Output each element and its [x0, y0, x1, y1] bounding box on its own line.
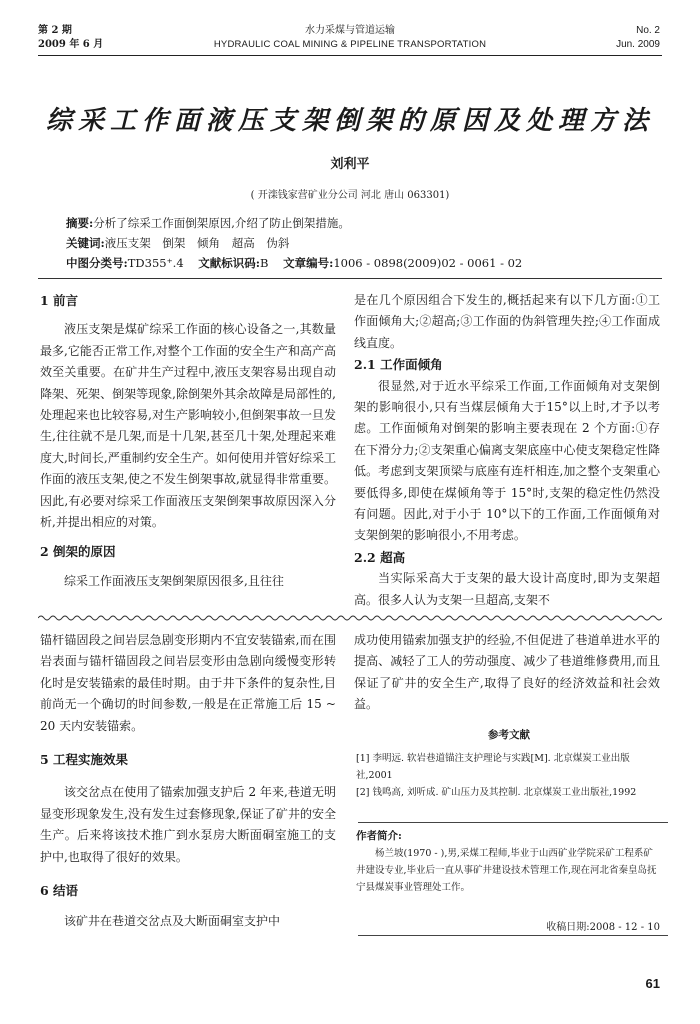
header-issue-block: [38, 24, 103, 52]
received-date: 收稿日期:2008 - 12 - 10: [546, 922, 660, 933]
doc-code-value: B: [260, 256, 269, 270]
section-heading-1: 1 前言: [40, 293, 79, 308]
abstract-text: 分析了综采工作面倒架原因,介绍了防止倒架措施。: [93, 216, 350, 230]
section-heading-2: 2 倒架的原因: [40, 544, 116, 560]
header-journal-en: HYDRAULIC COAL MINING & PIPELINE TRANSPORTATION: [213, 39, 487, 50]
class-value: TD355⁺.4: [127, 256, 184, 270]
classification-line: [66, 253, 646, 273]
header-rule: [38, 55, 662, 56]
keywords-text: 液压支架 倒架 倾角 超高 伪斜: [104, 236, 290, 250]
header-journal-cn: 水力采煤与管道运输: [305, 25, 395, 36]
causes-continued-paragraph: 是在几个原因组合下发生的,概括起来有以下几方面:①工作面倾角大;②超高;③工作面的伪斜管理失控;④工作面成线直度。: [354, 293, 660, 350]
author-bio-title: 作者简介:: [356, 830, 402, 842]
subsection-heading-2-1: 2.1 工作面倾角: [354, 357, 443, 373]
article-divider: [38, 614, 662, 622]
header-date: 2009 年 6 月: [38, 39, 104, 50]
author-bio-rule: [358, 822, 668, 823]
subsection-heading-2-2: 2.2 超高: [354, 549, 406, 565]
class-label: 中图分类号:: [66, 256, 128, 270]
section-heading-6: 6 结语: [40, 883, 79, 899]
reference-item: [2] 钱鸣高, 刘听成. 矿山压力及其控制. 北京煤炭工业出版社,1992: [356, 787, 637, 798]
abstract-rule: [38, 278, 662, 279]
keywords-label: 关键词:: [66, 236, 105, 250]
article-id-label: 文章编号:: [283, 256, 334, 270]
header-issue: 第 2 期: [38, 25, 72, 36]
author-bio-text: 杨兰坡(1970 - ),男,采煤工程师,毕业于山西矿业学院采矿工程系矿井建设专业,毕业后一直从事矿井建设技术管理工作,现在河北省秦皇岛抚宁县煤炭事业管理处工作。: [356, 848, 657, 893]
article-id-value: 1006 - 0898(2009)02 - 0061 - 02: [333, 256, 523, 270]
lower-right-column: [354, 630, 660, 716]
author-bio-section: [356, 828, 662, 896]
upper-right-column: [354, 290, 660, 611]
header-month: Jun. 2009: [616, 39, 660, 50]
anchor-timing-paragraph: 锚杆锚固段之间岩层急剧变形期内不宜安装锚索,而在围岩表面与锚杆锚固段之间岩层变形由急剧向缓慢变形转化时是安装锚索的最佳时期。由于井下条件的复杂性,目前尚无一个确切的时间参数,一般是在正常施工后 15 ~ 20 天内安装锚索。: [40, 633, 336, 733]
upper-left-column: [40, 290, 336, 592]
article-author: 刘利平: [330, 157, 370, 172]
references-section: [356, 727, 662, 801]
incline-paragraph: 很显然,对于近水平综采工作面,工作面倾角对支架倒架的影响很小,只有当煤层倾角大于15°以上时,才予以考虑。工作面倾角对倒架的影响主要表现在 2 个方面:①存在下滑分力;②支架重心偏离支架底座中心使支架稳定性降低。考虑到支架顶梁与底座有连杆相连,加之整个支架重心要低得多,即使在煤倾角等于 15°时,支架的稳定性仍然没有问题。因此,对于小于 10°以下的工作面,工作面倾角对支架倒架的影响很小,不用考虑。: [354, 378, 660, 543]
header-no: No. 2: [636, 25, 660, 36]
keywords-line: [66, 233, 646, 253]
received-rule: [358, 935, 668, 936]
conclusion-continued-paragraph: 成功使用锚索加强支护的经验,不但促进了巷道单进水平的提高、减轻了工人的劳动强度、减少了巷道维修费用,而且保证了矿井的安全生产,取得了良好的经济效益和社会效益。: [354, 633, 660, 712]
references-title: 参考文献: [488, 729, 530, 741]
overheight-paragraph: 当实际采高大于支架的最大设计高度时,即为支架超高。很多人认为支架一旦超高,支架不: [354, 571, 660, 607]
article-affiliation: ( 开滦钱家营矿业分公司 河北 唐山 063301): [250, 190, 450, 201]
page-number: 61: [645, 976, 660, 991]
intro-paragraph: 液压支架是煤矿综采工作面的核心设备之一,其数量最多,它能否正常工作,对整个工作面的安全生产和高产高效至关重要。在矿井生产过程中,液压支架容易出现自动降架、死架、倒架等现象,除倒架外其余故障是局部性的,处理起来也比较容易,对生产影响较小,但倒架事故一旦发生,往往就不是几架,而是十几架,甚至几十架,处理起来难度大,时间长,严重制约安全生产。如何使用并管好综采工作面的液压支架,使之不发生倒架事故,就显得非常重要。因此,有必要对综采工作面液压支架倒架事故原因深入分析,并提出相应的对策。: [40, 322, 336, 530]
lower-left-column: [40, 630, 336, 933]
abstract-label: 摘要:: [66, 216, 94, 230]
header-journal-block: [200, 24, 500, 52]
abstract-line: [66, 213, 646, 233]
doc-code-label: 文献标识码:: [198, 256, 261, 270]
conclusion-paragraph: 该矿井在巷道交岔点及大断面硐室支护中: [64, 914, 281, 929]
effect-paragraph: 该交岔点在使用了锚索加强支护后 2 年来,巷道无明显变形现象发生,没有发生过套修现象,保证了矿井的安全生产。后来将该技术推广到水泵房大断面硐室施工的支护中,也取得了很好的效果。: [40, 785, 336, 864]
header-number-block: [616, 24, 660, 52]
article-title: 综采工作面液压支架倒架的原因及处理方法: [45, 106, 654, 136]
reference-item: [1] 李明远. 软岩巷道锚注支护理论与实践[M]. 北京煤炭工业出版社,2001: [356, 753, 630, 781]
section-heading-5: 5 工程实施效果: [40, 752, 129, 768]
causes-paragraph: 综采工作面液压支架倒架原因很多,且往往: [64, 573, 284, 588]
